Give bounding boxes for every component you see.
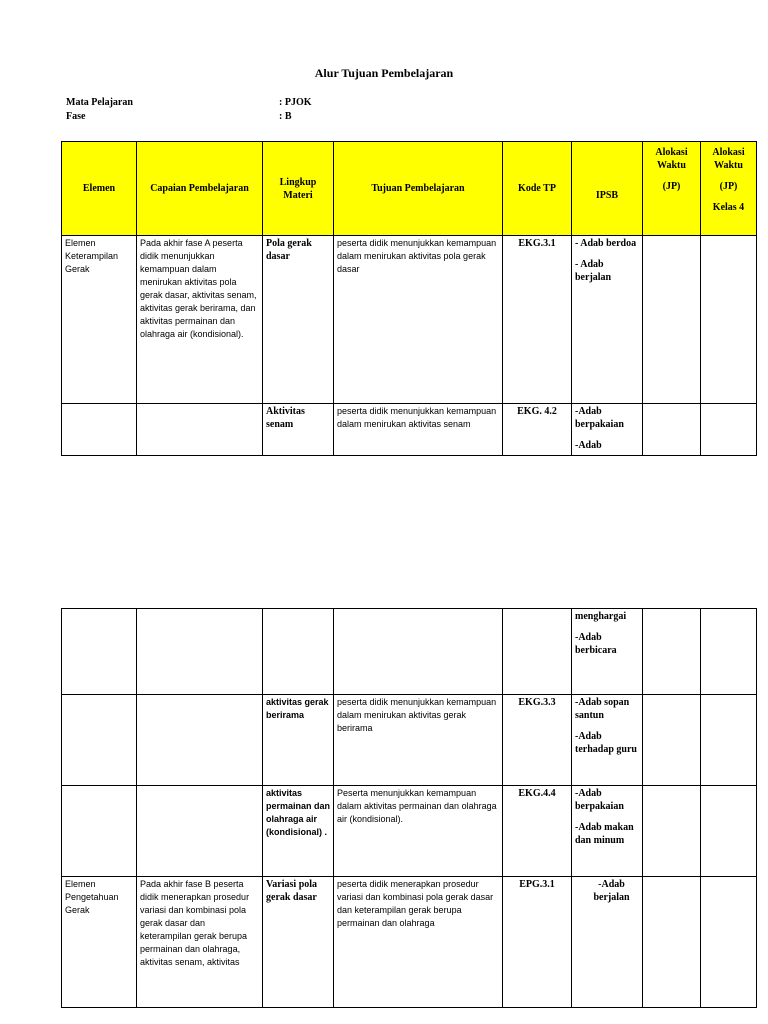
alokasi-cell (643, 404, 701, 456)
header-elemen: Elemen (62, 142, 137, 236)
meta-phase-row (66, 111, 292, 122)
ipsb-cell (572, 877, 643, 1008)
tujuan-cell: Peserta menunjukkan kemampuan dalam aktivitas permainan dan olahraga air (kondisional). (334, 786, 503, 877)
alokasi-kelas4-cell (701, 786, 757, 877)
header-lingkup: Lingkup Materi (263, 142, 334, 236)
header-alokasi-1-title: Alokasi Waktu (655, 147, 688, 171)
ipsb-item: -Adab berpakaian (575, 406, 624, 430)
lingkup-cell (263, 609, 334, 695)
ipsb-cell (572, 609, 643, 695)
alokasi-kelas4-cell (701, 404, 757, 456)
kode-cell: EKG.4.4 (503, 786, 572, 877)
kode-cell: EKG.3.1 (503, 236, 572, 404)
capaian-cell: Pada akhir fase B peserta didik menerapkan prosedur variasi dan kombinasi pola gerak dasar dan keterampilan gerak berupa permainan dan olahraga, aktivitas senam, aktivitas (137, 877, 263, 1008)
ipsb-item: -Adab (575, 440, 602, 451)
table-row (62, 236, 757, 404)
alokasi-kelas4-cell (701, 609, 757, 695)
ipsb-cell (572, 786, 643, 877)
lingkup-cell: aktivitas permainan dan olahraga air (kondisional) . (263, 786, 334, 877)
elemen-cell: Elemen Pengetahuan Gerak (62, 877, 137, 1008)
alokasi-cell (643, 695, 701, 786)
elemen-cell (62, 786, 137, 877)
header-alokasi-2-title: Alokasi Waktu (712, 147, 745, 171)
tujuan-cell: peserta didik menunjukkan kemampuan dalam menirukan aktivitas senam (334, 404, 503, 456)
ipsb-item: -Adab makan dan minum (575, 822, 634, 846)
header-capaian: Capaian Pembelajaran (137, 142, 263, 236)
kode-cell (503, 609, 572, 695)
capaian-cell (137, 404, 263, 456)
subject-label: Mata Pelajaran (66, 97, 133, 108)
phase-label: Fase (66, 111, 86, 122)
ipsb-item: menghargai (575, 611, 627, 622)
capaian-cell: Pada akhir fase A peserta didik menunjukkan kemampuan dalam menirukan aktivitas pola gerak dasar, aktivitas senam, aktivitas gerak berirama, dan aktivitas permainan dan olahraga air (kondisional). (137, 236, 263, 404)
alokasi-kelas4-cell (701, 236, 757, 404)
header-tujuan: Tujuan Pembelajaran (334, 142, 503, 236)
ipsb-item: - Adab berjalan (575, 259, 612, 283)
alokasi-kelas4-cell (701, 695, 757, 786)
header-alokasi-2 (701, 142, 757, 236)
alokasi-cell (643, 786, 701, 877)
kode-cell: EKG. 4.2 (503, 404, 572, 456)
lingkup-cell: aktivitas gerak berirama (263, 695, 334, 786)
phase-value: : B (279, 111, 292, 122)
alokasi-cell (643, 609, 701, 695)
alokasi-kelas4-cell (701, 877, 757, 1008)
table-row (62, 786, 757, 877)
lingkup-cell: Aktivitas senam (263, 404, 334, 456)
alokasi-cell (643, 236, 701, 404)
capaian-cell (137, 695, 263, 786)
capaian-cell (137, 609, 263, 695)
header-alokasi-2-unit: (JP) (719, 181, 738, 192)
header-alokasi-1-unit: (JP) (662, 181, 681, 192)
ipsb-item: -Adab sopan santun (575, 697, 630, 721)
lingkup-cell: Pola gerak dasar (263, 236, 334, 404)
tujuan-cell (334, 609, 503, 695)
table-row (62, 695, 757, 786)
header-kode: Kode TP (503, 142, 572, 236)
alokasi-cell (643, 877, 701, 1008)
kode-cell: EPG.3.1 (503, 877, 572, 1008)
ipsb-cell (572, 236, 643, 404)
kode-cell: EKG.3.3 (503, 695, 572, 786)
subject-value: : PJOK (279, 97, 312, 108)
ipsb-item: -Adab terhadap guru (575, 731, 637, 755)
header-ipsb: IPSB (572, 142, 643, 236)
table-row (62, 404, 757, 456)
elemen-cell (62, 609, 137, 695)
tujuan-cell: peserta didik menerapkan prosedur variasi dan kombinasi pola gerak dasar dan keterampilan gerak berupa permainan dan olahraga (334, 877, 503, 1008)
elemen-cell (62, 404, 137, 456)
elemen-cell: Elemen Keterampilan Gerak (62, 236, 137, 404)
elemen-cell (62, 695, 137, 786)
header-alokasi-2-class: Kelas 4 (712, 202, 745, 213)
meta-subject-row (66, 97, 312, 108)
ipsb-item: -Adab berjalan (593, 879, 630, 903)
table-row (62, 609, 757, 695)
table-row (62, 877, 757, 1008)
capaian-cell (137, 786, 263, 877)
header-alokasi-1 (643, 142, 701, 236)
atp-table-page-1 (61, 141, 757, 456)
header-row (62, 142, 757, 236)
document-title: Alur Tujuan Pembelajaran (314, 66, 454, 80)
ipsb-cell (572, 695, 643, 786)
lingkup-cell: Variasi pola gerak dasar (263, 877, 334, 1008)
ipsb-item: -Adab berpakaian (575, 788, 624, 812)
tujuan-cell: peserta didik menunjukkan kemampuan dalam menirukan aktivitas gerak berirama (334, 695, 503, 786)
ipsb-item: - Adab berdoa (575, 238, 637, 249)
ipsb-item: -Adab berbicara (575, 632, 617, 656)
tujuan-cell: peserta didik menunjukkan kemampuan dalam menirukan aktivitas pola gerak dasar (334, 236, 503, 404)
ipsb-cell (572, 404, 643, 456)
atp-table-page-2 (61, 608, 757, 1008)
